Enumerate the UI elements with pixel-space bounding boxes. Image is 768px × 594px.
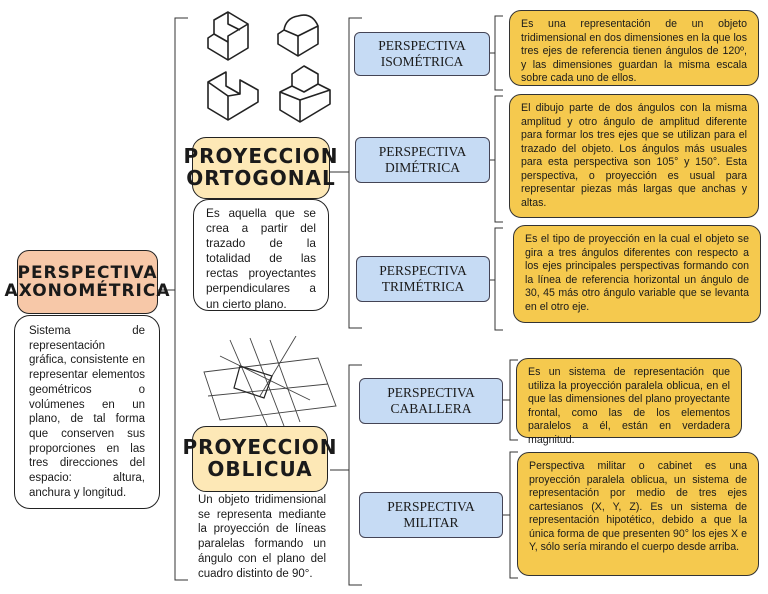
oblique-description: Un objeto tridimensional se representa mediante la proyección de líneas paralelas formando un ángulo con el plano del cuadro distinto de 90°. bbox=[198, 494, 326, 580]
type-trimetric: PERSPECTIVA TRIMÉTRICA bbox=[356, 256, 490, 302]
oblique-projection-illustration bbox=[200, 336, 340, 432]
type-caballera: PERSPECTIVA CABALLERA bbox=[359, 378, 503, 424]
type-militar: PERSPECTIVA MILITAR bbox=[359, 492, 503, 538]
note-dimetric: El dibujo parte de dos ángulos con la misma amplitud y otro ángulo de amplitud diferente para formar los tres ejes que se utilizan para el trazado del objeto. Los ángulos más usuales para esta perspectiva son 105° y 150°. Esta perspectiva, o proyección es usual para representar piezas más largas que anchas y altas. bbox=[509, 94, 759, 218]
note-caballera: Es un sistema de representación que utiliza la proyección paralela oblicua, en el que las dimensiones del plano proyectante frontal, como las de los elementos paralelos a él, están en verdadera magnitud. bbox=[516, 358, 742, 438]
note-trimetric: Es el tipo de proyección en la cual el objeto se gira a tres ángulos diferentes con respecto a los ejes principales perspectivas formando con la línea de referencia horizontal un ángulo de 30, 45 más otro ángulo variable que se levanta en el otro eje. bbox=[513, 225, 761, 323]
orthogonal-title: PROYECCION ORTOGONAL bbox=[192, 137, 330, 199]
note-militar: Perspectiva militar o cabinet es una proyección paralela oblicua, un sistema de representación por medio de tres ejes cartesianos (X, Y, Z). Es un sistema de representación hipotético, debido a que la única forma de que presenten 90° los ejes X e Y, sólo sería mirando el cuerpo desde arriba. bbox=[517, 452, 759, 576]
note-isometric: Es una representación de un objeto tridimensional en dos dimensiones en la que los tres ejes de referencia tienen ángulos de 120º, y las dimensiones guardan la misma escala sobre cada uno de ellos. bbox=[509, 10, 759, 86]
isometric-blocks-illustration bbox=[200, 4, 340, 132]
type-dimetric: PERSPECTIVA DIMÉTRICA bbox=[355, 137, 490, 183]
type-isometric: PERSPECTIVA ISOMÉTRICA bbox=[354, 32, 490, 76]
root-description: Sistema de representación gráfica, consistente en representar elementos geométricos o volúmenes en un plano, de tal forma que conserven sus proporciones en las tres direcciones del espacio: altura, anchura y longitud. bbox=[14, 315, 160, 509]
orthogonal-description: Es aquella que se crea a partir del trazado de la totalidad de las rectas proyectantes perpendiculares a un cierto plano. bbox=[193, 199, 329, 311]
root-title: PERSPECTIVA AXONOMÉTRICA bbox=[17, 250, 158, 314]
oblique-title: PROYECCION OBLICUA bbox=[192, 426, 328, 492]
